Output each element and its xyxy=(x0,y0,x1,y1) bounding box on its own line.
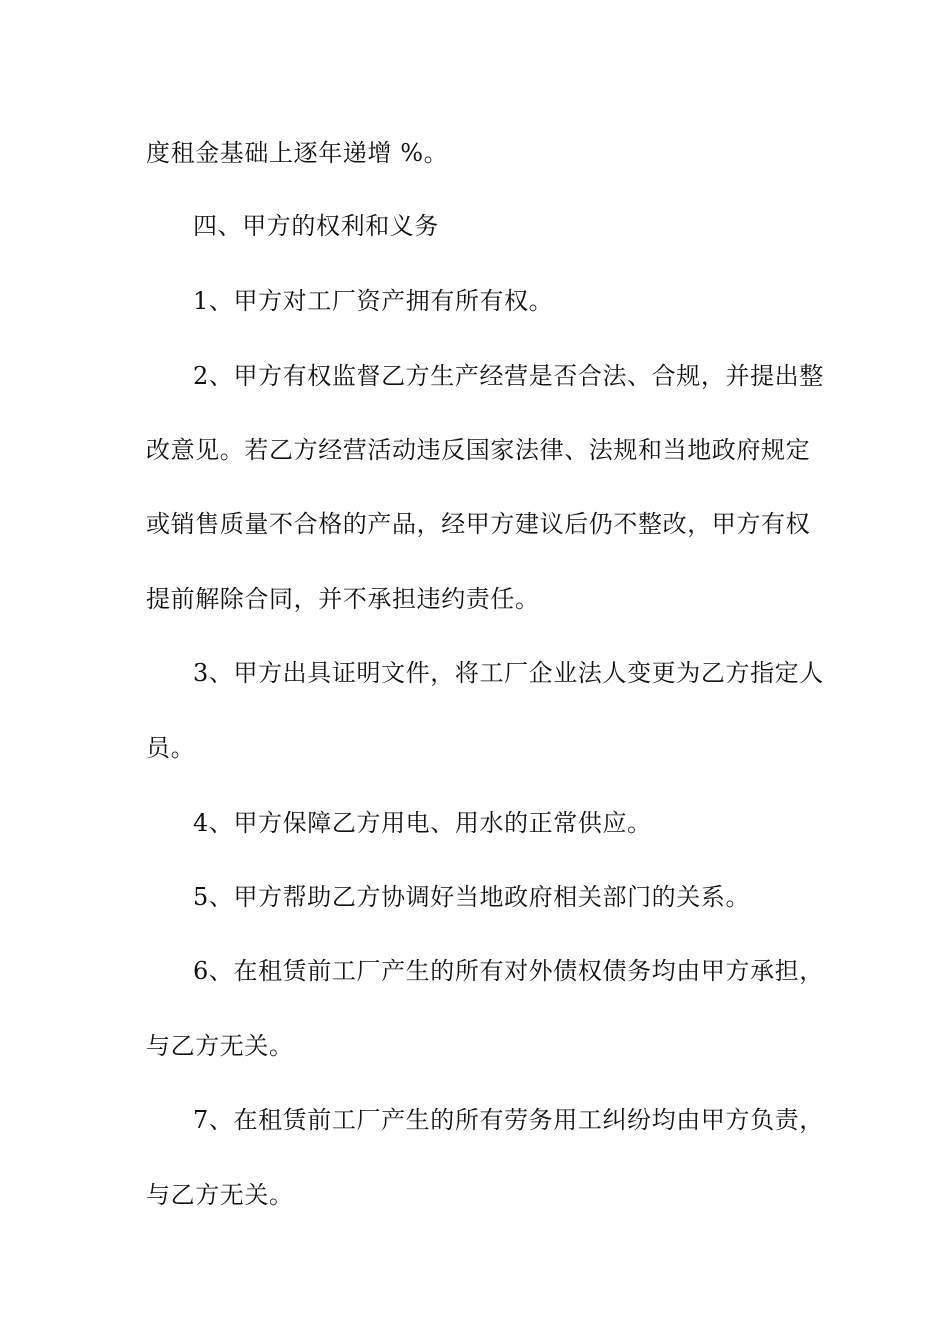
clause-6-line-1: 6、在租赁前工厂产生的所有对外债权债务均由甲方承担， xyxy=(193,957,824,985)
text-line-1: 度租金基础上逐年递增 %。 xyxy=(146,139,449,167)
clause-2-line-3: 或销售质量不合格的产品，经甲方建议后仍不整改，甲方有权 xyxy=(146,510,811,538)
clause-1: 1、甲方对工厂资产拥有所有权。 xyxy=(193,287,554,315)
clause-7-line-1: 7、在租赁前工厂产生的所有劳务用工纠纷均由甲方负责， xyxy=(193,1106,824,1134)
section-heading: 四、甲方的权利和义务 xyxy=(193,212,439,240)
clause-3-line-1: 3、甲方出具证明文件，将工厂企业法人变更为乙方指定人 xyxy=(193,659,824,687)
clause-2-line-1: 2、甲方有权监督乙方生产经营是否合法、合规，并提出整 xyxy=(193,362,824,390)
clause-2-line-2: 改意见。若乙方经营活动违反国家法律、法规和当地政府规定 xyxy=(146,436,811,464)
clause-2-line-4: 提前解除合同，并不承担违约责任。 xyxy=(146,585,540,613)
clause-4: 4、甲方保障乙方用电、用水的正常供应。 xyxy=(193,809,652,837)
clause-3-line-2: 员。 xyxy=(146,734,196,762)
clause-6-line-2: 与乙方无关。 xyxy=(146,1032,294,1060)
clause-5: 5、甲方帮助乙方协调好当地政府相关部门的关系。 xyxy=(193,883,751,911)
clause-7-line-2: 与乙方无关。 xyxy=(146,1181,294,1209)
